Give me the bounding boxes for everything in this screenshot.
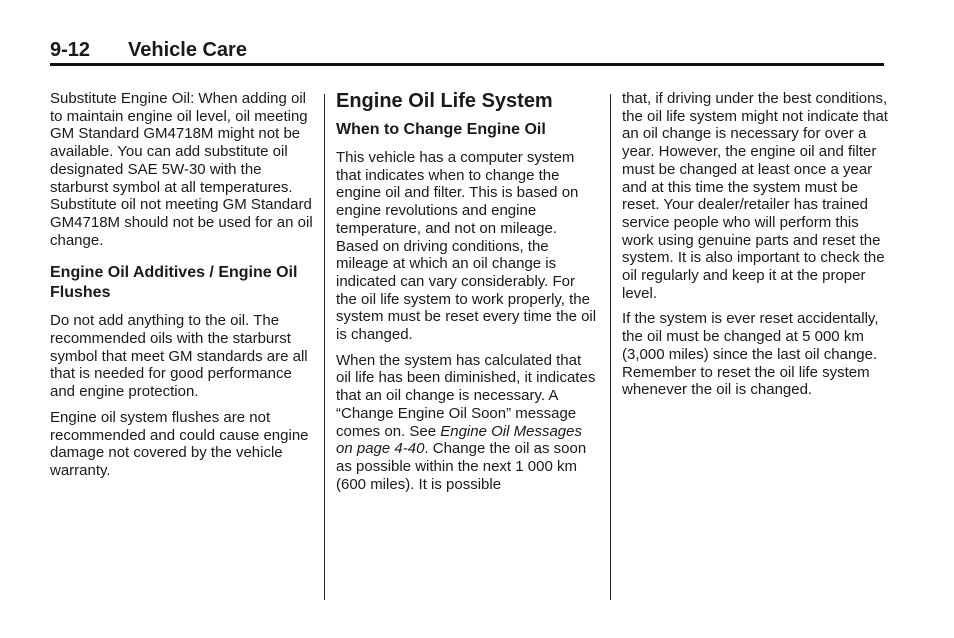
reset-accidentally-paragraph: If the system is ever reset accidentally, the oil must be changed at 5 000 km (3,000 miles) since the last oil change. Remember to reset the oil life system whenever the oil is changed. [622,310,879,399]
change-message-paragraph [336,352,598,494]
column-right [622,90,888,407]
change-message-text-a: When the system has calculated that oil life has been diminished, it indicates that an oil change is necessary. A “Change Engine Oil Soon” message comes on. See [336,351,596,440]
column-divider-2 [610,94,611,600]
section-title: Vehicle Care [128,39,247,61]
engine-oil-messages-link[interactable]: Engine Oil Messages on page 4-40 [336,422,582,458]
column-left [50,90,314,488]
oil-life-system-title: Engine Oil Life System [336,90,553,112]
when-to-change-heading: When to Change Engine Oil [336,121,546,138]
change-message-text-b: . Change the oil as soon as possible within the next 1 000 km (600 miles). It is possible [336,440,587,493]
flushes-paragraph: Engine oil system flushes are not recommended and could cause engine damage not covered by the vehicle warranty. [50,408,309,479]
header-rule [50,63,884,66]
best-conditions-paragraph: that, if driving under the best conditions, the oil life system might not indicate that an oil change is necessary for over a year. However, the engine oil and filter must be changed at least once a year and at this time the system must be reset. Your dealer/retailer has trained service people who will perform this work using genuine parts and reset the system. It is also important to check the oil regularly and keep it at the proper level. [622,90,888,302]
column-divider-1 [324,94,325,600]
additives-heading: Engine Oil Additives / Engine Oil Flushes [50,264,298,302]
column-middle [336,90,598,501]
additives-paragraph: Do not add anything to the oil. The recommended oils with the starburst symbol that meet GM standards are all that is needed for good performance and engine protection. [50,312,308,401]
substitute-oil-paragraph: Substitute Engine Oil: When adding oil to maintain engine oil level, oil meeting GM Standard GM4718M might not be available. You can add substitute oil designated SAE 5W-30 with the starburst symbol at all temperatures. Substitute oil not meeting GM Standard GM4718M should not be used for an oil change. [50,90,313,249]
page-number: 9-12 [50,39,91,61]
computer-system-paragraph: This vehicle has a computer system that indicates when to change the engine oil and filter. This is based on engine revolutions and engine temperature, and not on mileage. Based on driving conditions, the mileage at which an oil change is indicated can vary considerably. For the oil life system to work properly, the system must be reset every time the oil is changed. [336,149,597,344]
page-header [50,38,884,64]
